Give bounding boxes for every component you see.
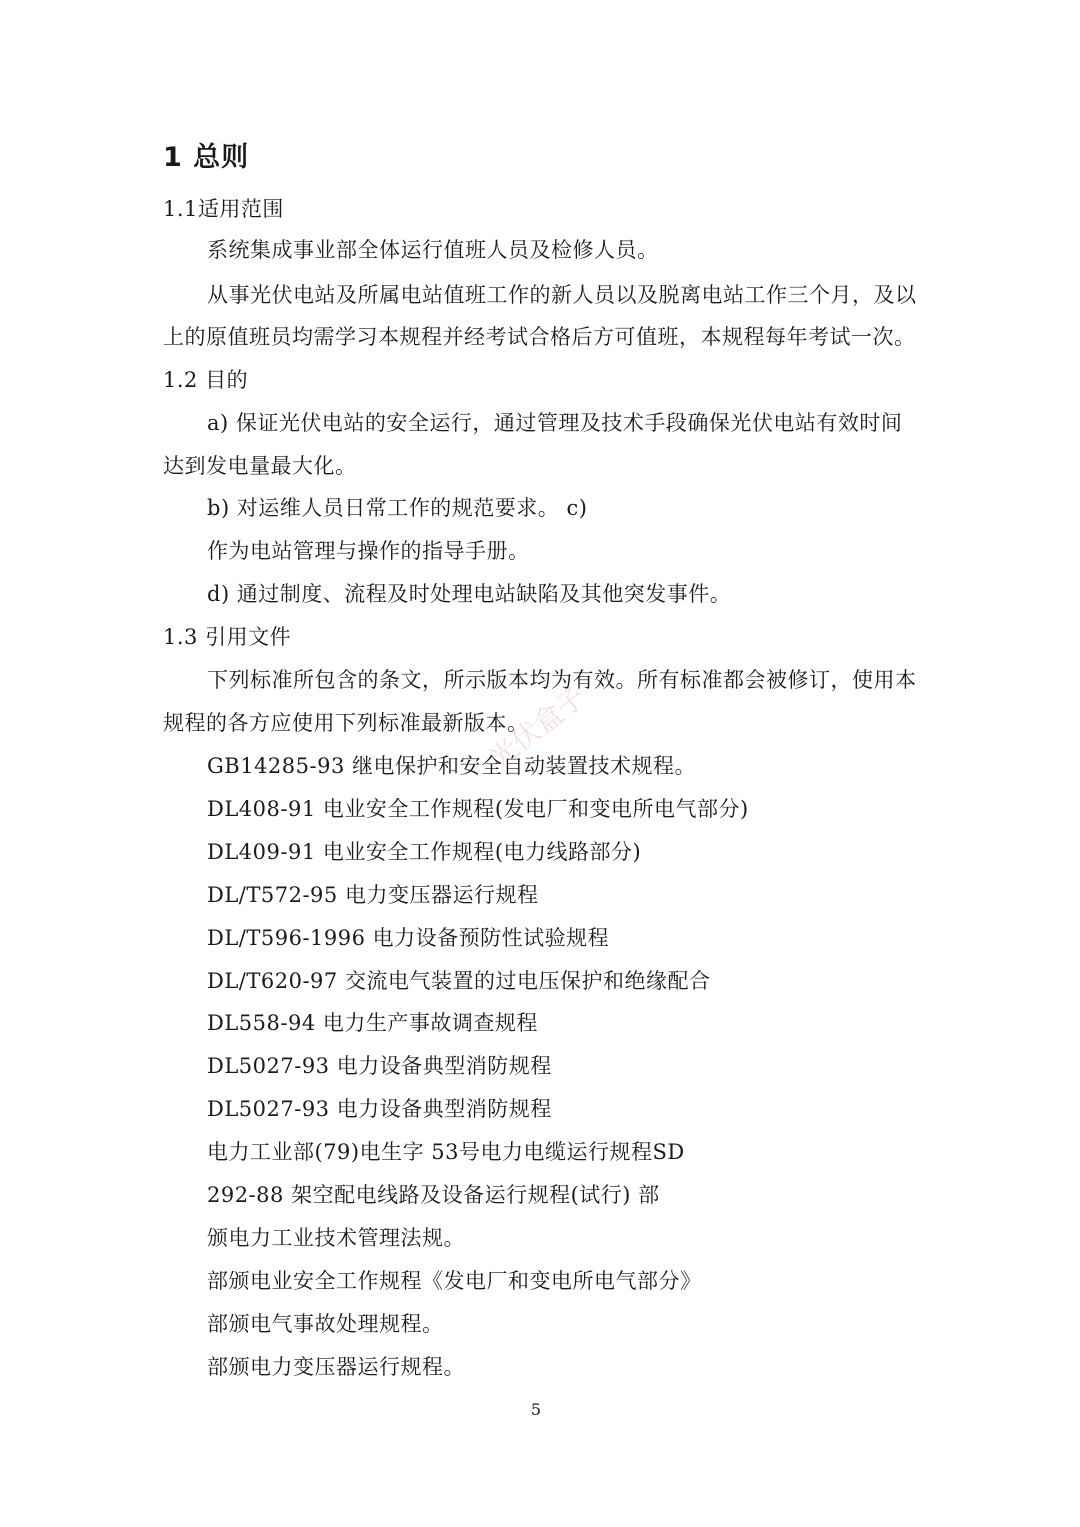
reference-item: 部颁电气事故处理规程。 xyxy=(207,1312,444,1336)
references-intro-line2: 规程的各方应使用下列标准最新版本。 xyxy=(163,711,529,735)
section-1-2-heading: 1.2 目的 xyxy=(163,368,249,392)
reference-item: 颁电力工业技术管理法规。 xyxy=(207,1226,465,1250)
purpose-a-line2: 达到发电量最大化。 xyxy=(163,454,357,478)
references-intro-line1: 下列标准所包含的条文，所示版本均为有效。所有标准都会被修订，使用本 xyxy=(207,668,917,692)
paragraph-personnel-line1: 从事光伏电站及所属电站值班工作的新人员以及脱离电站工作三个月，及以 xyxy=(207,283,917,307)
purpose-c: 作为电站管理与操作的指导手册。 xyxy=(207,539,530,563)
section-1-3-heading: 1.3 引用文件 xyxy=(163,625,292,649)
reference-item: 292-88 架空配电线路及设备运行规程(试行) 部 xyxy=(207,1183,660,1207)
purpose-b: b) 对运维人员日常工作的规范要求。 c) xyxy=(207,496,588,520)
reference-item: 部颁电业安全工作规程《发电厂和变电所电气部分》 xyxy=(207,1269,702,1293)
paragraph-scope: 系统集成事业部全体运行值班人员及检修人员。 xyxy=(207,238,659,262)
purpose-d: d) 通过制度、流程及时处理电站缺陷及其他突发事件。 xyxy=(207,582,732,606)
reference-item: DL5027-93 电力设备典型消防规程 xyxy=(207,1097,552,1121)
paragraph-personnel-line2: 上的原值班员均需学习本规程并经考试合格后方可值班，本规程每年考试一次。 xyxy=(163,325,916,349)
purpose-a-line1: a) 保证光伏电站的安全运行，通过管理及技术手段确保光伏电站有效时间 xyxy=(207,411,903,435)
reference-item: GB14285-93 继电保护和安全自动装置技术规程。 xyxy=(207,754,697,778)
reference-item: DL/T620-97 交流电气装置的过电压保护和绝缘配合 xyxy=(207,969,711,993)
page-number: 5 xyxy=(530,1400,542,1419)
chapter-heading: 1 总则 xyxy=(163,142,250,173)
reference-item: DL/T572-95 电力变压器运行规程 xyxy=(207,883,539,907)
reference-item: DL/T596-1996 电力设备预防性试验规程 xyxy=(207,926,610,950)
reference-item: 电力工业部(79)电生字 53号电力电缆运行规程SD xyxy=(207,1140,685,1164)
reference-item: DL409-91 电业安全工作规程(电力线路部分) xyxy=(207,840,642,864)
watermark: 光伏盒子 xyxy=(483,679,592,775)
reference-item: DL558-94 电力生产事故调查规程 xyxy=(207,1011,538,1035)
reference-item: 部颁电力变压器运行规程。 xyxy=(207,1355,465,1379)
reference-item: DL5027-93 电力设备典型消防规程 xyxy=(207,1054,552,1078)
section-1-1-heading: 1.1适用范围 xyxy=(163,197,284,221)
reference-item: DL408-91 电业安全工作规程(发电厂和变电所电气部分) xyxy=(207,797,749,821)
